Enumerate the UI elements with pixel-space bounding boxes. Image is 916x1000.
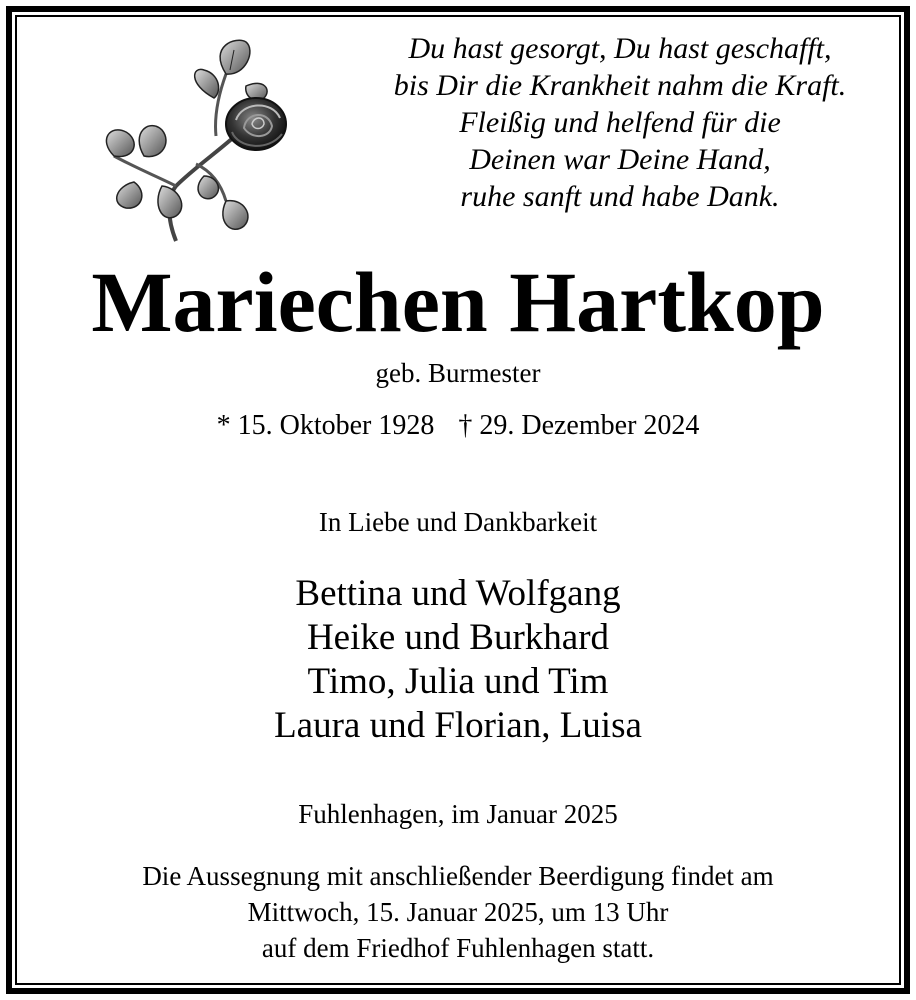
poem-line: bis Dir die Krankheit nahm die Kraft. bbox=[393, 69, 847, 102]
poem-line: Fleißig und helfend für die bbox=[459, 106, 781, 139]
poem-line: Deinen war Deine Hand, bbox=[469, 143, 771, 176]
death-date: † 29. Dezember 2024 bbox=[458, 410, 700, 441]
maiden-name: geb. Burmester bbox=[375, 358, 541, 388]
notice-line: auf dem Friedhof Fuhlenhagen statt. bbox=[261, 933, 655, 963]
notice-line: Mittwoch, 15. Januar 2025, um 13 Uhr bbox=[247, 897, 669, 927]
mourners-list bbox=[0, 572, 916, 748]
mourner-entry: Laura und Florian, Luisa bbox=[274, 705, 642, 746]
deceased-name: Mariechen Hartkop bbox=[91, 254, 825, 350]
place-date: Fuhlenhagen, im Januar 2025 bbox=[298, 799, 618, 829]
mourner-entry: Timo, Julia und Tim bbox=[307, 661, 609, 702]
mourner-entry: Bettina und Wolfgang bbox=[295, 573, 621, 614]
memorial-poem bbox=[370, 30, 870, 215]
notice-line: Die Aussegnung mit anschließender Beerdigung findet am bbox=[142, 861, 774, 891]
life-dates bbox=[0, 408, 916, 444]
poem-line: ruhe sanft und habe Dank. bbox=[460, 180, 780, 213]
dedication-text: In Liebe und Dankbarkeit bbox=[318, 507, 598, 537]
mourner-entry: Heike und Burkhard bbox=[306, 617, 610, 658]
funeral-notice bbox=[0, 858, 916, 966]
birth-date: * 15. Oktober 1928 bbox=[216, 410, 435, 441]
rose-icon bbox=[96, 36, 292, 246]
poem-line: Du hast gesorgt, Du hast geschafft, bbox=[408, 32, 832, 65]
